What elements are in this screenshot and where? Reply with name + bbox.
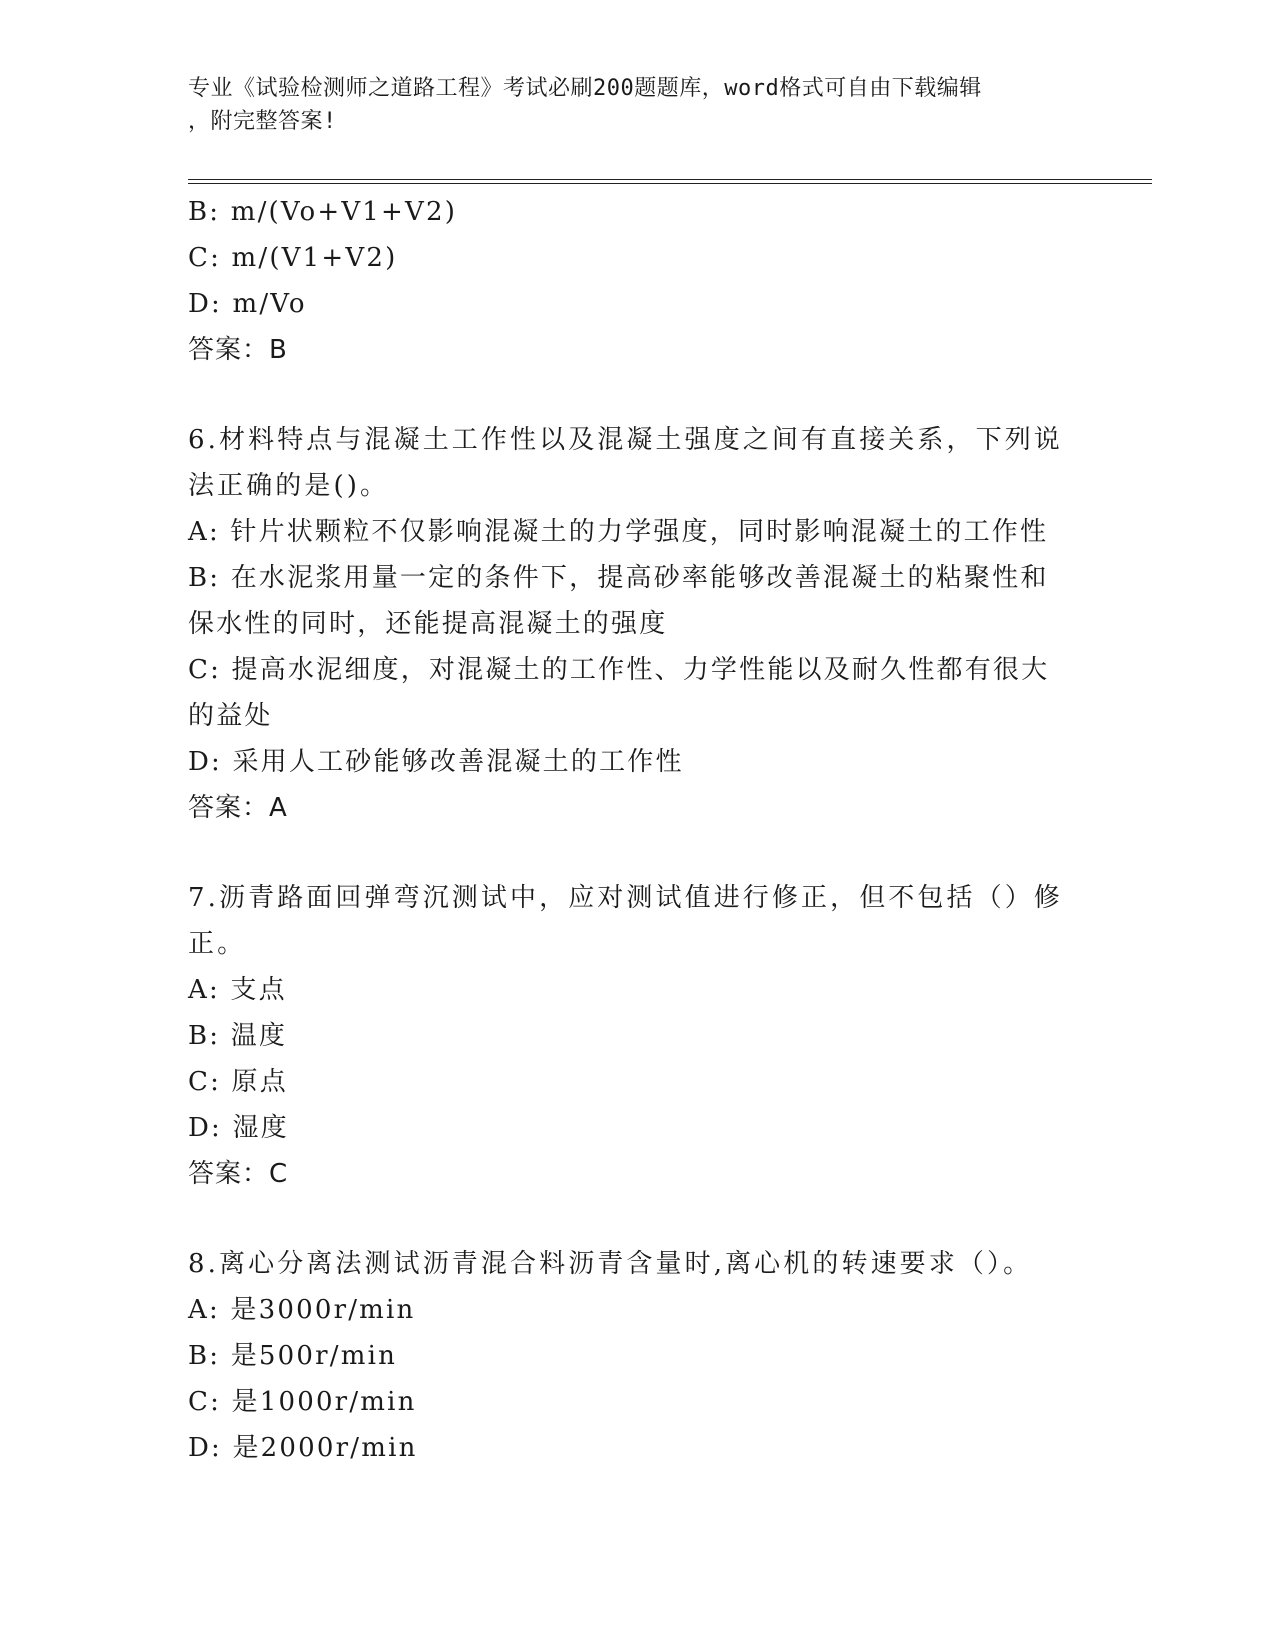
option-c: C: 是1000r/min [188,1387,417,1417]
option-c: C: 原点 [188,1067,288,1097]
option-a: A: 支点 [188,975,287,1005]
question-8 [188,1241,1088,1471]
option-b-line2: 保水性的同时，还能提高混凝土的强度 [188,609,668,639]
header-title-line1: 专业《试验检测师之道路工程》考试必刷200题题库，word格式可自由下载编辑 [188,76,982,101]
option-b: B: 温度 [188,1021,288,1051]
option-b: B: m/(Vo+V1+V2) [188,197,458,227]
question-7 [188,875,1088,1197]
question-5 [188,189,1088,373]
option-d: D: 采用人工砂能够改善混凝土的工作性 [188,747,684,777]
question-stem-line1: 7.沥青路面回弹弯沉测试中，应对测试值进行修正，但不包括（）修 [188,883,1063,913]
question-stem-line2: 法正确的是()。 [188,471,390,501]
spacer [188,1197,1088,1241]
option-b: B: 是500r/min [188,1341,398,1371]
answer-line: 答案：A [188,793,288,823]
answer-line: 答案：B [188,335,288,365]
document-header [188,72,1068,138]
option-d: D: 是2000r/min [188,1433,418,1463]
question-6 [188,417,1088,831]
header-divider-bottom [188,183,1152,184]
option-b-line1: B: 在水泥浆用量一定的条件下，提高砂率能够改善混凝土的粘聚性和 [188,563,1049,593]
option-a: A: 针片状颗粒不仅影响混凝土的力学强度，同时影响混凝土的工作性 [188,517,1049,547]
option-d: D: m/Vo [188,289,307,319]
option-d: D: 湿度 [188,1113,289,1143]
option-c: C: m/(V1+V2) [188,243,398,273]
question-stem: 8.离心分离法测试沥青混合料沥青含量时,离心机的转速要求（）。 [188,1249,1033,1279]
header-title-line2: ，附完整答案! [188,109,337,134]
option-c-line1: C: 提高水泥细度，对混凝土的工作性、力学性能以及耐久性都有很大 [188,655,1050,685]
question-stem-line2: 正。 [188,929,247,959]
question-list [188,189,1088,1471]
header-divider-top [188,179,1152,180]
answer-line: 答案：C [188,1159,289,1189]
option-a: A: 是3000r/min [188,1295,416,1325]
option-c-line2: 的益处 [188,701,273,731]
spacer [188,831,1088,875]
spacer [188,373,1088,417]
question-stem-line1: 6.材料特点与混凝土工作性以及混凝土强度之间有直接关系，下列说 [188,425,1063,455]
